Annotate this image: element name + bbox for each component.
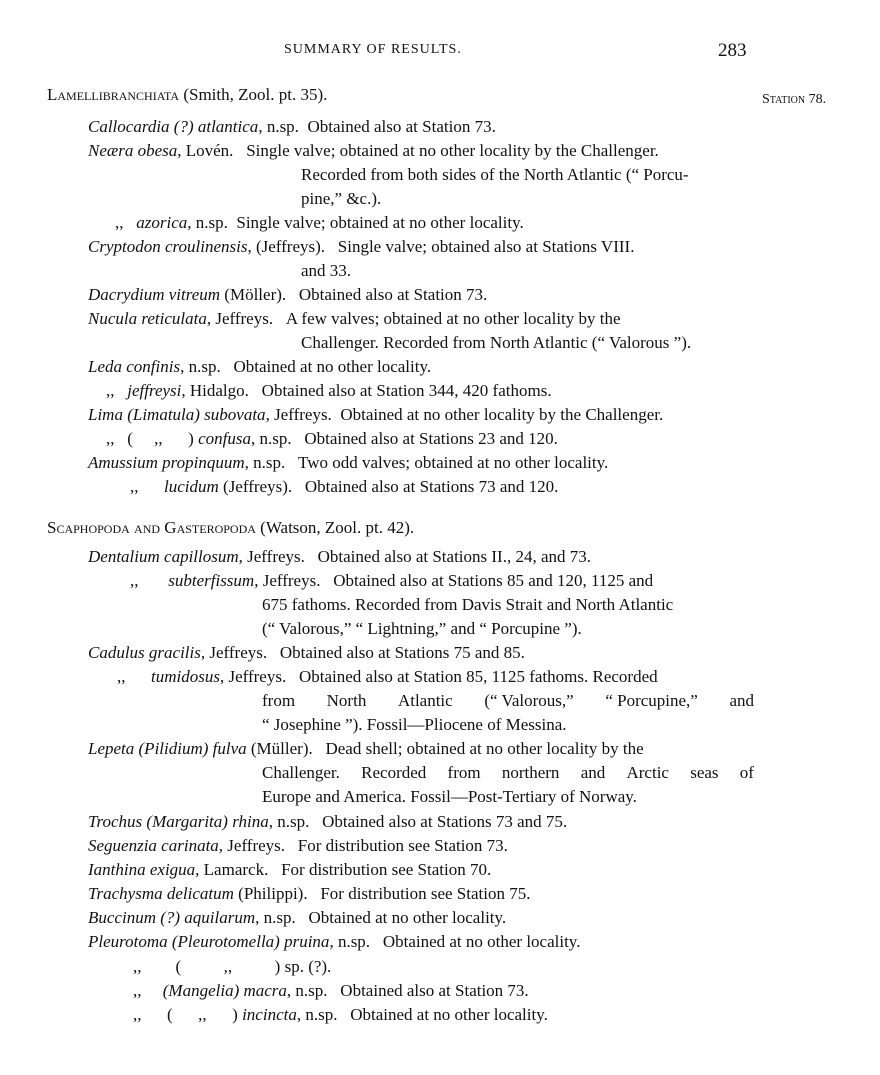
species-note-continuation: from North Atlantic (“ Valorous,” “ Porcupine,” and <box>262 691 754 710</box>
section-heading-lamellibranchiata: Lamellibranchiata (Smith, Zool. pt. 35). <box>47 85 328 104</box>
species-entry: Leda confinis, n.sp. Obtained at no other locality. <box>88 357 432 376</box>
page-number: 283 <box>718 40 747 61</box>
species-entry: ,, ( ,, ) incincta, n.sp. Obtained at no other locality. <box>133 1005 548 1024</box>
running-title: SUMMARY OF RESULTS. <box>284 42 462 57</box>
species-note-continuation: and 33. <box>301 261 352 280</box>
species-note-continuation: (“ Valorous,” “ Lightning,” and “ Porcupine ”). <box>262 619 582 638</box>
species-entry: Neæra obesa, Lovén. Single valve; obtained at no other locality by the Challenger. <box>88 141 659 160</box>
species-note-continuation: Recorded from both sides of the North Atlantic (“ Porcu- <box>301 165 689 184</box>
species-entry: ,, jeffreysi, Hidalgo. Obtained also at Station 344, 420 fathoms. <box>106 381 552 400</box>
species-entry: Ianthina exigua, Lamarck. For distribution see Station 70. <box>88 860 492 879</box>
species-note-continuation: Challenger. Recorded from North Atlantic (“ Valorous ”). <box>301 333 692 352</box>
species-entry: Dentalium capillosum, Jeffreys. Obtained also at Stations II., 24, and 73. <box>88 547 592 566</box>
station-side-note: Station 78. <box>762 92 827 107</box>
species-entry: ,, ( ,, ) confusa, n.sp. Obtained also at Stations 23 and 120. <box>106 429 558 448</box>
species-entry: Lima (Limatula) subovata, Jeffreys. Obtained at no other locality by the Challenger. <box>88 405 664 424</box>
species-entry: Trochus (Margarita) rhina, n.sp. Obtained also at Stations 73 and 75. <box>88 812 568 831</box>
species-note-continuation: 675 fathoms. Recorded from Davis Strait and North Atlantic <box>262 595 674 614</box>
species-entry: Nucula reticulata, Jeffreys. A few valves; obtained at no other locality by the <box>88 309 621 328</box>
species-note-continuation: Challenger. Recorded from northern and Arctic seas of <box>262 763 754 782</box>
species-entry: Lepeta (Pilidium) fulva (Müller). Dead shell; obtained at no other locality by the <box>88 739 644 758</box>
species-entry: Amussium propinquum, n.sp. Two odd valves; obtained at no other locality. <box>88 453 609 472</box>
species-entry: ,, (Mangelia) macra, n.sp. Obtained also at Station 73. <box>133 981 529 1000</box>
species-entry: Trachysma delicatum (Philippi). For distribution see Station 75. <box>88 884 531 903</box>
species-note-continuation: pine,” &c.). <box>301 189 382 208</box>
species-entry: ,, lucidum (Jeffreys). Obtained also at Stations 73 and 120. <box>130 477 559 496</box>
species-entry: ,, subterfissum, Jeffreys. Obtained also at Stations 85 and 120, 1125 and <box>130 571 654 590</box>
species-entry: Buccinum (?) aquilarum, n.sp. Obtained at no other locality. <box>88 908 507 927</box>
species-entry: Callocardia (?) atlantica, n.sp. Obtained also at Station 73. <box>88 117 496 136</box>
species-entry: Cryptodon croulinensis, (Jeffreys). Single valve; obtained also at Stations VIII. <box>88 237 635 256</box>
species-entry: Dacrydium vitreum (Möller). Obtained also at Station 73. <box>88 285 488 304</box>
section-heading-gasteropoda: Scaphopoda and Gasteropoda (Watson, Zool. pt. 42). <box>47 518 415 537</box>
species-note-continuation: Europe and America. Fossil—Post-Tertiary of Norway. <box>262 787 637 806</box>
species-entry: Pleurotoma (Pleurotomella) pruina, n.sp. Obtained at no other locality. <box>88 932 581 951</box>
species-note-continuation: “ Josephine ”). Fossil—Pliocene of Messina. <box>262 715 567 734</box>
species-entry: ,, tumidosus, Jeffreys. Obtained also at Station 85, 1125 fathoms. Recorded <box>117 667 658 686</box>
species-entry: ,, ( ,, ) sp. (?). <box>133 957 332 976</box>
species-entry: Seguenzia carinata, Jeffreys. For distribution see Station 73. <box>88 836 508 855</box>
species-entry: ,, azorica, n.sp. Single valve; obtained at no other locality. <box>115 213 524 232</box>
species-entry: Cadulus gracilis, Jeffreys. Obtained also at Stations 75 and 85. <box>88 643 525 662</box>
